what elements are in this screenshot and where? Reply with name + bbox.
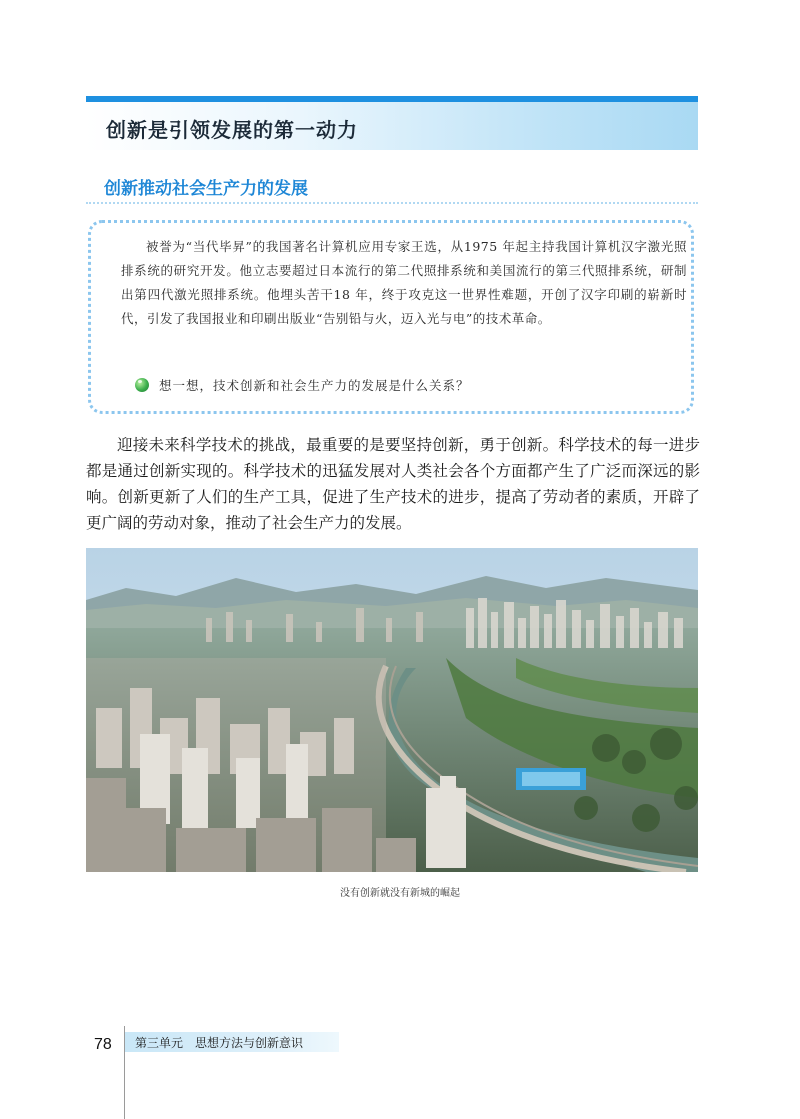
- case-box: [88, 220, 694, 414]
- city-photo: [86, 548, 698, 872]
- page-number: 78: [94, 1036, 112, 1053]
- section-title: 创新是引领发展的第一动力: [106, 118, 358, 142]
- footer-band: [125, 1032, 339, 1052]
- footer-unit-title: 第三单元 思想方法与创新意识: [135, 1036, 304, 1050]
- city-aerial-illustration: [86, 548, 698, 872]
- think-question: 想一想，技术创新和社会生产力的发展是什么关系？: [159, 378, 470, 393]
- think-prompt: [135, 376, 470, 394]
- section-header: [86, 102, 698, 150]
- case-text: 被誉为“当代毕昇”的我国著名计算机应用专家王选，从1975 年起主持我国计算机汉字激光照排系统的研究开发。他立志要超过日本流行的第二代照排系统和美国流行的第三代照排系统，研制出第四代激光照排系统。他埋头苦干18 年，终于攻克这一世界性难题，开创了汉字印刷的崭新时代，引发了我国报业和印刷出版业“告别铅与火，迈入光与电”的技术革命。: [121, 239, 687, 326]
- subsection-title: 创新推动社会生产力的发展: [104, 179, 308, 199]
- body-paragraph: 迎接未来科学技术的挑战，最重要的是要坚持创新，勇于创新。科学技术的每一进步都是通过创新实现的。科学技术的迅猛发展对人类社会各个方面都产生了广泛而深远的影响。创新更新了人们的生产工具，促进了生产技术的进步，提高了劳动者的素质，开辟了更广阔的劳动对象，推动了社会生产力的发展。: [86, 436, 700, 532]
- photo-caption: 没有创新就没有新城的崛起: [340, 888, 460, 899]
- globe-bullet-icon: [135, 378, 149, 392]
- subsection-divider: [86, 202, 698, 204]
